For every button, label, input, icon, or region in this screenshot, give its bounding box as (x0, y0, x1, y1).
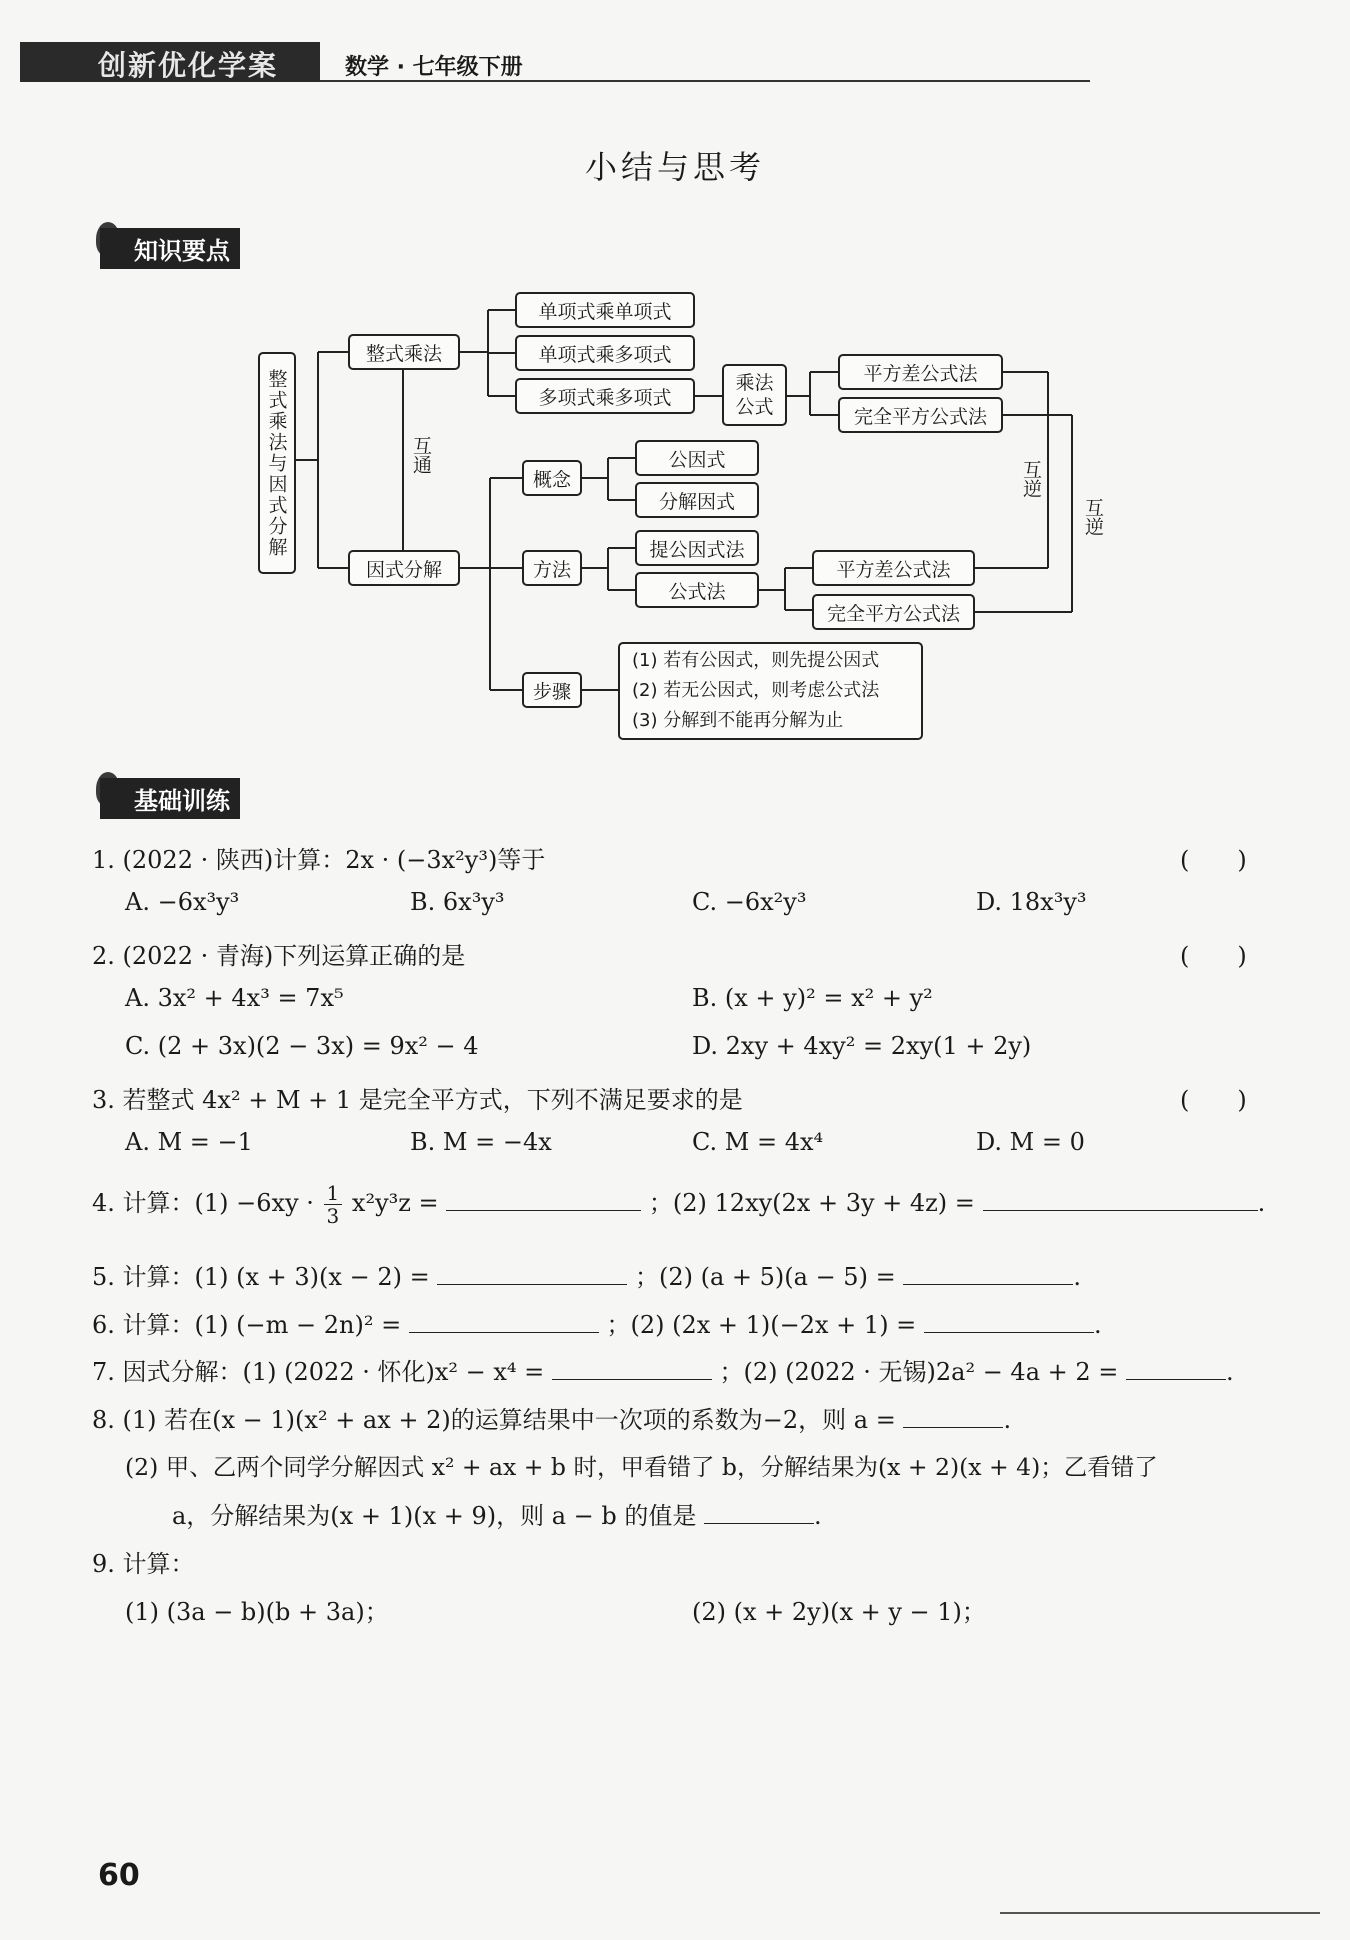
q9-item-1: (1) (3a − b)(b + 3a)； (125, 1598, 389, 1626)
node-factorization: 因式分解 (348, 550, 460, 586)
q5-part-1: 5. 计算：(1) (x + 3)(x − 2) = (92, 1263, 430, 1291)
node-concept: 概念 (522, 460, 582, 496)
fraction-one-third (324, 1182, 343, 1227)
q8-period-2: . (814, 1502, 822, 1530)
fraction-numerator: 1 (324, 1182, 343, 1205)
node-fact-diff-squares: 平方差公式法 (812, 550, 975, 586)
question-8-2-line-1: (2) 甲、乙两个同学分解因式 x² + ax + b 时，甲看错了 b，分解结果为(x + 2)(x + 4)；乙看错了 (125, 1453, 1158, 1481)
question-8-1 (92, 1400, 1011, 1435)
question-3: 3. 若整式 4x² + M + 1 是完全平方式，下列不满足要求的是 (92, 1086, 743, 1114)
q1-option-d: D. 18x³y³ (976, 888, 1087, 916)
node-common-factor: 公因式 (635, 440, 759, 476)
q7-part-1: 7. 因式分解：(1) (2022 · 怀化)x² − x⁴ = (92, 1358, 545, 1386)
node-factor-decomposition: 分解因式 (635, 482, 759, 518)
q4-part-1-tail: x²y³z = (351, 1189, 439, 1217)
node-formula-method: 公式法 (635, 572, 759, 608)
label-inverse-2: 互逆 (1082, 498, 1104, 536)
q7-part-2: ；(2) (2022 · 无锡)2a² − 4a + 2 = (719, 1358, 1119, 1386)
q6-part-1: 6. 计算：(1) (−m − 2n)² = (92, 1311, 402, 1339)
q3-option-a: A. M = −1 (125, 1128, 253, 1156)
node-polynomial-multiplication: 整式乘法 (348, 334, 460, 370)
q3-option-b: B. M = −4x (410, 1128, 552, 1156)
answer-blank[interactable] (437, 1262, 627, 1285)
brand-title: 创新优化学案 (98, 49, 279, 82)
formula-line-2: 公式 (735, 396, 774, 418)
section-knowledge: 知识要点 (100, 228, 240, 269)
question-8-2-line-2 (172, 1496, 822, 1531)
node-steps: 步骤 (522, 672, 582, 708)
footer-rule (1000, 1912, 1320, 1914)
q5-period: . (1073, 1263, 1081, 1291)
node-multiplication-formula (722, 364, 787, 426)
answer-blank[interactable] (1126, 1357, 1226, 1380)
page-title: 小结与思考 (584, 148, 765, 186)
answer-paren-1: ( ) (1180, 846, 1247, 874)
q5-part-2: ；(2) (a + 5)(a − 5) = (634, 1263, 896, 1291)
section-training: 基础训练 (100, 778, 240, 819)
answer-blank[interactable] (409, 1310, 599, 1333)
node-mono-times-mono: 单项式乘单项式 (515, 292, 695, 328)
question-4 (92, 1182, 1265, 1227)
question-1: 1. (2022 · 陕西)计算：2x · (−3x²y³)等于 (92, 846, 546, 874)
node-diff-squares-formula: 平方差公式法 (838, 354, 1003, 390)
step-2: (2) 若无公因式，则考虑公式法 (632, 680, 880, 701)
question-9: 9. 计算： (92, 1550, 195, 1578)
diagram-root: 整式乘法与因式分解 (258, 352, 296, 574)
node-mono-times-poly: 单项式乘多项式 (515, 335, 695, 371)
formula-line-1: 乘法 (735, 372, 774, 394)
answer-blank[interactable] (983, 1188, 1258, 1211)
q1-option-a: A. −6x³y³ (125, 888, 240, 916)
question-7 (92, 1352, 1234, 1387)
q4-part-1: 4. 计算：(1) −6xy · (92, 1189, 314, 1217)
q6-part-2: ；(2) (2x + 1)(−2x + 1) = (606, 1311, 917, 1339)
answer-paren-3: ( ) (1180, 1086, 1247, 1114)
q9-item-2: (2) (x + 2y)(x + y − 1)； (692, 1598, 986, 1626)
node-steps-list (618, 642, 923, 740)
node-poly-times-poly: 多项式乘多项式 (515, 378, 695, 414)
fraction-denominator: 3 (326, 1204, 340, 1228)
answer-blank[interactable] (704, 1501, 814, 1524)
q3-option-d: D. M = 0 (976, 1128, 1085, 1156)
q2-option-a: A. 3x² + 4x³ = 7x⁵ (125, 984, 344, 1012)
label-inverse-1: 互逆 (1020, 460, 1042, 498)
question-6 (92, 1305, 1102, 1340)
node-extract-common-factor: 提公因式法 (635, 530, 759, 566)
answer-paren-2: ( ) (1180, 942, 1247, 970)
subject-label: 数学 · 七年级下册 (345, 55, 523, 80)
question-2: 2. (2022 · 青海)下列运算正确的是 (92, 942, 466, 970)
label-mutual: 互通 (410, 436, 432, 474)
q2-option-c: C. (2 + 3x)(2 − 3x) = 9x² − 4 (125, 1032, 479, 1060)
node-perfect-square-formula: 完全平方公式法 (838, 397, 1003, 433)
answer-blank[interactable] (552, 1357, 712, 1380)
q4-part-2: ；(2) 12xy(2x + 3y + 4z) = (648, 1189, 975, 1217)
q6-period: . (1093, 1311, 1102, 1339)
step-3: (3) 分解到不能再分解为止 (632, 710, 844, 731)
answer-blank[interactable] (903, 1405, 1003, 1428)
q8-period-1: . (1003, 1406, 1012, 1434)
step-1: (1) 若有公因式，则先提公因式 (632, 650, 880, 671)
q4-period: . (1257, 1189, 1266, 1217)
node-method: 方法 (522, 550, 582, 586)
q8-part-1: 8. (1) 若在(x − 1)(x² + ax + 2)的运算结果中一次项的系数为−2，则 a = (92, 1406, 896, 1434)
answer-blank[interactable] (903, 1262, 1073, 1285)
question-5 (92, 1257, 1081, 1292)
node-fact-perfect-square: 完全平方公式法 (812, 594, 975, 630)
q2-option-b: B. (x + y)² = x² + y² (692, 984, 933, 1012)
q1-option-c: C. −6x²y³ (692, 888, 807, 916)
answer-blank[interactable] (446, 1188, 641, 1211)
q1-option-b: B. 6x³y³ (410, 888, 505, 916)
q2-option-d: D. 2xy + 4xy² = 2xy(1 + 2y) (692, 1032, 1032, 1060)
q8-part-2: a，分解结果为(x + 1)(x + 9)，则 a − b 的值是 (172, 1502, 697, 1530)
answer-blank[interactable] (924, 1310, 1094, 1333)
page-number: 60 (98, 1858, 140, 1893)
q7-period: . (1226, 1358, 1234, 1386)
q3-option-c: C. M = 4x⁴ (692, 1128, 824, 1156)
